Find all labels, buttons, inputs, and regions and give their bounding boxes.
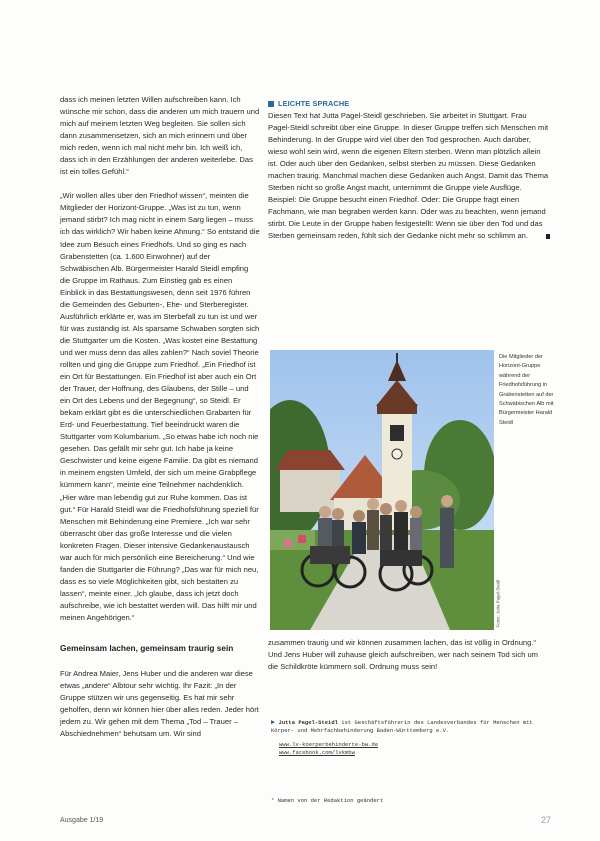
- end-mark-icon: [546, 234, 550, 239]
- leichte-sprache-box: [268, 98, 550, 243]
- section-heading: Gemeinsam lachen, gemeinsam traurig sein: [60, 643, 234, 654]
- group-photo: [270, 350, 494, 630]
- left-column: [60, 94, 260, 740]
- right-column-bottom: [268, 637, 550, 673]
- leichte-sprache-header: [268, 98, 550, 110]
- issue-label: Ausgabe 1/19: [60, 817, 104, 824]
- leichte-sprache-label: LEICHTE SPRACHE: [278, 98, 350, 108]
- photo-credit: Fotos: Jutta Pagel-Steidl: [495, 579, 501, 628]
- left-paragraph-1: dass ich meinen letzten Willen aufschreiben kann. Ich wünsche mir schon, dass die anderen um mich trauern und mich auf meinem letzten Weg begleiten. Sie sollen sich dann zusammensetzen, sich an mich erinnern und über mich reden, wenn ich mal nicht mehr bin. Ich weiß ich, dass ich in den Erzählungen der anderen weiterlebe. Das ist ein tolles Gefühl.“: [60, 95, 260, 177]
- left-paragraph-2: „Wir wollen alles über den Friedhof wissen“, meinten die Mitglieder der Horizont-Gruppe. „Was ist zu tun, wenn jemand stirbt? Ich mag nicht in einem Sarg liegen – muss ich das wirklich? Wir haben keine Ahnung.“ So entstand die Idee zum Besuch eines Friedhofs. Und so ging es nach Grabenstetten (ca. 1.600 Einwohner) auf der Schwäbischen Alb. Bürgermeister Harald Steidl empfing die Gruppe im Rathaus. Zum Einstieg gab es einen Einblick in das Bestattungswesen, denn seit 1976 führen die Gemeinden des Geburten-, Ehe- und Sterberegister. Ausführlich erklärte er, was im Sterbefall zu tun ist und wer für was zuständig ist. Als sparsame Schwaben sorgten sich die Stuttgarter um die Kosten. „Was kostet eine Bestattung und wer muss denn das alles zahlen?“ Nach soviel Theorie rollten und ging die Gruppe zum Friedhof. „Ein Friedhof ist ein Ort für Bestattungen. Ein Friedhof ist aber auch ein Ort der Trauer, der Hoffnung, des Glaubens, der Stille – und ein Ort des Lebens und der Begegnung“, so Steidl. Er bekam erklärt gibt es die unterschiedlichen Grabarten für Erd- und Feuerbestattung. Tief beeindruckt waren die Stuttgarter vom Kolumbarium. „So etwas habe ich noch nie gesehen. Das gefällt mir sehr gut. Ich habe ja keine Geschwister und keine eigene Familie. Da gibt es niemand in meinem engsten Umfeld, der sich um meine Grabpflege kümmern kann“, meinte eine Teilnehmer nachdenklich. „Hier wäre man lebendig gut zur Ruhe kommen. Das ist gut.“ Für Harald Steidl war die Friedhofsführung speziell für Menschen mit Behinderung eine Premiere. „Ich war sehr überrascht über das große Interesse und die vielen konkreten Fragen. Dieser intensive Gedankenaustausch war auch für mich persönlich eine Bereicherung.“ Und wie fanden die Stuttgarter die Führung? „Das war für mich neu, dass es so viele Möglichkeiten gibt, sich bestatten zu lassen“, meinte einer. „Ich glaube, dass ich jetzt doch aufschreibe, wie ich bestattet werden will. Das hilft mir und meinen Angehörigen.“: [60, 191, 260, 622]
- closing-paragraph: zusammen traurig und wir können zusammen lachen, das ist völlig in Ordnung.“ Und Jens Huber will zuhause gleich aufschreiben, wer nach seinem Tod sich um die Schildkröte kümmern soll. Ordnung muss sein!: [268, 638, 539, 672]
- author-name: Jutta Pagel-Steidl: [278, 719, 338, 726]
- photo-caption: Die Mitglieder der Horizont-Gruppe während der Friedhofsführung in Grabenstetten auf der Schwäbischen Alb mit Bürgermeister Harald Steidl: [499, 354, 554, 426]
- footnote-marker-icon: *: [271, 797, 275, 804]
- leichte-sprache-text: Diesen Text hat Jutta Pagel-Steidl geschrieben. Sie arbeitet in Stuttgart. Frau Pagel-Steidl schreibt über eine Gruppe. In dieser Gruppe treffen sich Menschen mit Behinderung. In der Gruppe wird viel über den Tod gesprochen. Auch darüber, wieso wohl sein wird, wenn die eigenen Eltern sterben. Wenn man plötzlich allein ist. Oder auch über den Gedanken, selbst sterben zu müssen. Diese Gedanken machen traurig. Manchmal machen diese Gedanken auch Angst. Damit das Thema Sterben nicht so große Angst macht, unternimmt die Gruppe viele Ausflüge. Beispiel: Die Gruppe besucht einen Friedhof. Oder: Die Gruppe fragt einen Fachmann, wie man begraben werden kann. Oder was zu beachten, wenn jemand stirbt. Die Leute in der Gruppe haben festgestellt: Wenn sie über den Tod und das Sterben gemeinsam reden, fühlt sich der Gedanke nicht mehr so schlimm an.: [268, 111, 549, 241]
- page-number: 27: [541, 815, 552, 825]
- square-bullet-icon: [268, 101, 274, 107]
- footnote: * Namen von der Redaktion geändert: [271, 797, 384, 804]
- author-description: ist Geschäftsführerin des Landesverbandes für Menschen mit Körper- und Mehrfachbehinderung Baden-Württemberg e.V.: [271, 719, 533, 734]
- triangle-bullet-icon: ▶: [271, 719, 276, 727]
- website-link[interactable]: www.lv-koerperbehinderte-bw.de: [279, 741, 379, 748]
- left-paragraph-3: Für Andrea Maier, Jens Huber und die anderen war diese etwas „andere“ Albtour sehr wichtig. Ihr Fazit: „In der Gruppe stützen wir uns gegenseitig. Es hat mir sehr geholfen, denn wir können hier über alles reden. Jeder hört jedem zu. Wir gehen mit dem Thema „Tod – Trauer – Abschiednehmen“ behutsam um. Wir sind: [60, 669, 259, 739]
- facebook-link[interactable]: www.facebook.com/lvkmbw: [279, 749, 355, 756]
- author-bio: [271, 719, 551, 757]
